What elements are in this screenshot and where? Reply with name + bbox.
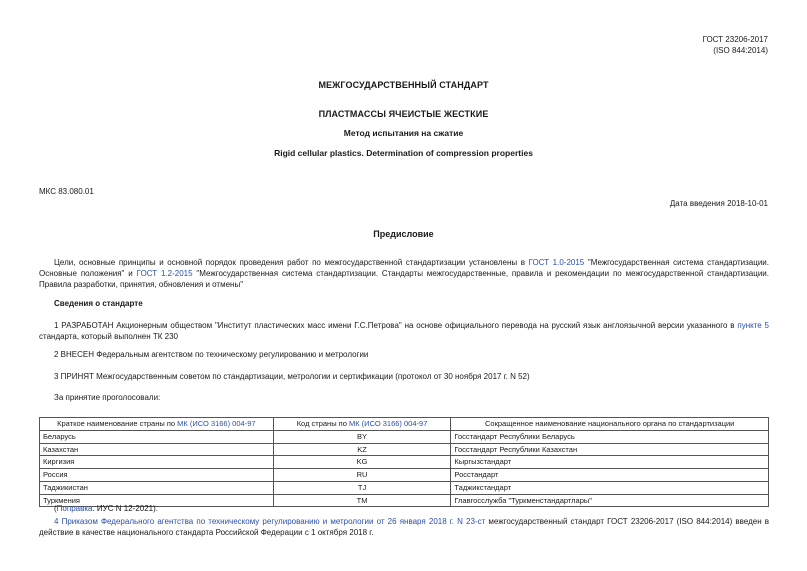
- country-cell: Беларусь: [40, 430, 274, 443]
- standard-number: ГОСТ 23206-2017: [702, 35, 768, 44]
- foreword-text: "Межгосударственная система стандартизации. Основные положения" и: [39, 258, 770, 278]
- document-header: [703, 35, 768, 57]
- code-cell: RU: [273, 469, 451, 482]
- amendment-paren: (: [54, 504, 57, 513]
- item-3: 3 ПРИНЯТ Межгосударственным советом по стандартизации, метрологии и сертификации (протокол от 30 ноября 2017 г. N 52): [54, 372, 530, 381]
- item-4: [39, 517, 769, 539]
- gost-1-0-link[interactable]: ГОСТ 1.0-2015: [528, 258, 585, 267]
- country-cell: Казахстан: [40, 443, 274, 456]
- code-cell: TJ: [273, 481, 451, 494]
- item-text: 1 РАЗРАБОТАН Акционерным обществом "Институт пластических масс имени Г.С.Петрова" на основе официального перевода на русский язык англоязычной версии указанного в: [54, 321, 738, 330]
- table-row: [40, 443, 769, 456]
- foreword-text: Цели, основные принципы и основной порядок проведения работ по межгосударственной стандартизации установлены в: [54, 258, 529, 267]
- item-text: стандарта, который выполнен ТК 230: [39, 331, 178, 341]
- header-text: Код страны по: [296, 419, 349, 428]
- table-header-row: [40, 418, 769, 431]
- code-cell: TM: [273, 494, 451, 507]
- gost-1-2-link[interactable]: ГОСТ 1.2-2015: [136, 268, 193, 278]
- code-cell: KZ: [273, 443, 451, 456]
- body-cell: Госстандарт Республики Беларусь: [451, 430, 769, 443]
- column-header-body: Сокращенное наименование национального органа по стандартизации: [451, 418, 769, 431]
- iso-number: (ISO 844:2014): [713, 45, 768, 55]
- standard-name: ПЛАСТМАССЫ ЯЧЕИСТЫЕ ЖЕСТКИЕ: [318, 109, 489, 119]
- mk-iso-link[interactable]: МК (ИСО 3166) 004-97: [177, 419, 256, 428]
- item-text: межгосударственный стандарт ГОСТ 23206-2017 (ISO 844:2014) введен в действие в качестве национального стандарта Российской Федерации с 1 октября 2018 г.: [39, 517, 770, 537]
- country-cell: Россия: [40, 469, 274, 482]
- table-row: [40, 469, 769, 482]
- column-header-code: [273, 418, 451, 431]
- mks-code: МКС 83.080.01: [39, 187, 94, 196]
- amendment-link[interactable]: Поправка: [56, 504, 93, 513]
- order-link[interactable]: 4 Приказом Федерального агентства по техническому регулированию и метрологии от 26 января 2018 г. N 23-ст: [54, 517, 486, 526]
- body-cell: Главгосслужба "Туркменстандартлары": [451, 494, 769, 507]
- standard-subtitle: Метод испытания на сжатие: [343, 128, 464, 138]
- item-2: 2 ВНЕСЕН Федеральным агентством по техническому регулированию и метрологии: [54, 350, 369, 359]
- code-cell: BY: [273, 430, 451, 443]
- foreword-paragraph: [39, 258, 769, 290]
- countries-table: [39, 417, 769, 507]
- country-cell: Таджикистан: [40, 481, 274, 494]
- standard-type: МЕЖГОСУДАРСТВЕННЫЙ СТАНДАРТ: [318, 80, 489, 90]
- intro-date: Дата введения 2018-10-01: [669, 199, 768, 208]
- body-cell: Госстандарт Республики Казахстан: [451, 443, 769, 456]
- foreword-text: "Межгосударственная система стандартизации. Стандарты межгосударственные, правила и рекомендации по межгосударственной стандартизации. Правила разработки, принятия, обновления и отмены": [39, 268, 769, 289]
- item-1: [39, 321, 769, 343]
- amendment-note: [54, 504, 158, 514]
- amendment-text: . ИУС N 12-2021).: [92, 504, 159, 513]
- standard-info-heading: Сведения о стандарте: [54, 299, 143, 308]
- body-cell: Кыргызстандарт: [451, 456, 769, 469]
- body-cell: Росстандарт: [451, 469, 769, 482]
- header-text: Краткое наименование страны по: [57, 419, 178, 428]
- country-cell: Туркмения: [40, 494, 274, 507]
- clause-5-link[interactable]: пункте 5: [737, 321, 769, 330]
- foreword-heading: Предисловие: [373, 229, 434, 239]
- voted-label: За принятие проголосовали:: [54, 393, 161, 402]
- code-cell: KG: [273, 456, 451, 469]
- table-row: [40, 456, 769, 469]
- table-row: [40, 430, 769, 443]
- table-row: [40, 481, 769, 494]
- column-header-country: [40, 418, 274, 431]
- country-cell: Киргизия: [40, 456, 274, 469]
- body-cell: Таджикстандарт: [451, 481, 769, 494]
- english-title: Rigid cellular plastics. Determination of compression properties: [274, 148, 533, 158]
- mk-iso-link[interactable]: МК (ИСО 3166) 004-97: [348, 419, 428, 428]
